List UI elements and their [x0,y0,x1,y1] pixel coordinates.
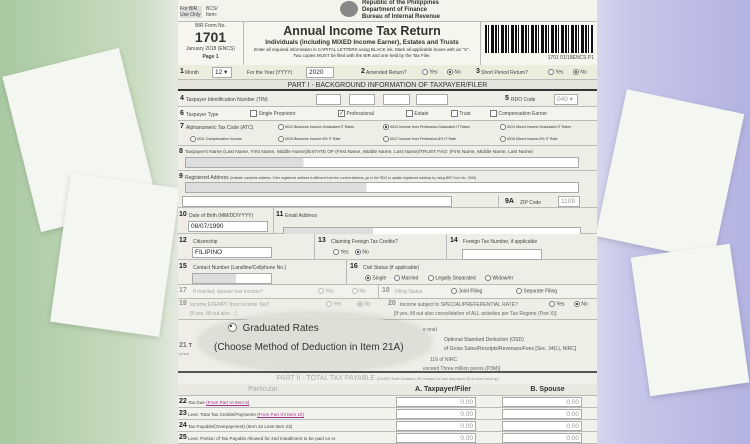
special-yes-radio[interactable] [549,301,555,307]
atc-ii012-radio[interactable] [278,124,284,130]
spouse-amount-input[interactable]: 0.00 [502,421,582,431]
contact-label: Contact Number (Landline/Cellphone No.) [193,265,287,271]
row-number: 22 [179,398,187,405]
tooltip-line2: (Choose Method of Deduction in Item 21A) [214,342,404,353]
osd-option: Optional Standard Deduction (OSD) [444,337,524,343]
page-number: Page 1 [202,54,219,60]
bir-seal-icon [340,1,358,17]
part-link[interactable]: (From Part VII Item 10) [257,412,304,417]
taxpayer-amount-input[interactable]: 0.00 [396,421,476,431]
taxpayer-type-label: Taxpayer Type [186,112,219,118]
address-note: (Indicate complete address. If the registered address is different from the current address, go to the RDO to update registered address by using BIR Form No. 1905) [230,176,477,180]
spouse-income-no-radio[interactable] [352,288,358,294]
form-instructions: Enter all required information in CAPITAL LETTERS using BLACK ink. Mark all applicable boxes with an "X". Two copies MUST be filed with the BIR and one held by the Tax Filer. [254,47,470,58]
bir-form-1701: For BIR Use Only BCS/ Item: Republic of the Philippines Department of Finance Bureau of Internal Revenue BIR Form No. 1701 January 2018 (ENCS) Page 1 Annual Income Tax Return Individuals (including MIXED Income Earner), Estates and Trusts Enter all required information in CAPITAL LETTERS using BLACK ink. Mark all applicable boxes with an "X". Two copies MUST be filed with the BIR and one held by the Tax Filer. 1701 01/18ENCS P1 1 Month 12 ▾ For the Year (YYYY) 2020 2 Amended Return? Yes No 3 Short Period Return? Yes No PART I - BACKGROUND INFORMATION OF TAXPAYER/FILER 4 Taxpayer Identification Number (TIN) 5 RDO Code 040 ▾ 6 Taxpayer Type Single Proprietor ✓ Professional Estate Trust Compensation Earner 7 Alphanumeric Tax Code (ATC) II012 Business Income-Graduated IT Rates II014 Income from Profession-Graduated IT Rates II013 Mixed Income-Graduated IT Rates II011 Compensation Income II015 Business Income-8% IT Rate II017 Income from Profession-8% IT Rate II016 Mixed Income-8% IT Rate 8 Taxpayer's Name (Last Name, First Name, Middle Name)/ESTATE OF (First Name, Middle Name, Last Name)/TRUST FAO: (First Name, Middle Name, Last Name) 9 Registered Address (Indicate complete address. If the registered address is different from the current address, go to the RDO to update registered address by using BIR Form No. 1905) 9A ZIP Code 1109 10 Date of Birth (MM/DD/YYYY) 08/07/1990 11 Email Address 12 Citizenship FILIPINO 13 Claiming Foreign Tax Credits? Yes No 14 Foreign Tax Number, if applicable 15 Contact Number (Landline/Cellphone No.) 16 Civil Status (if applicable) Single Married Legally Separated Widow/er 17 If married, spouse has income? Yes No 18 Filing Status Joint Filing Separate Filing 19 Income EXEMPT from Income Tax? [If yes, fill out also ...] Yes No 20 Income subject to SPECIAL/PREFERENTIAL RATE? [If yes, fill out also consolidation of ALL activities per Tax Regime (Part X)] Yes No 21 T (choo e one) Optional Standard Deduction (OSD) of Gross Sales/Receipts/Revenues/Fees [Sec. 34(L), NIRC] 116 of NIRC exceed Three million pesos (P3M)] PART II - TOTAL TAX PAYABLE (Do NOT Enter Centavos; 49 Centavos or Less drop down; 50 or more round up) Particular A. Taxpayer/Filer B. Spouse 22 Tax Due (From Part VI Item 5) 0.00 0.00 23 Less: Total Tax Credits/Payments (From Part VII Item 10) 0.00 0.00 24 Tax Payable/(Overpayment) (Item 22 Less Item 23) 0.00 0.00 25 Less: Portion of Tax Payable Allowed for 2nd Installment to be paid on or 0.00 0.00 Graduated Rates (Choose Method of Deduction in Item 21A) [178,0,597,444]
form-date: January 2018 (ENCS) [186,46,235,52]
barcode-code: 1701 01/18ENCS P1 [547,55,594,61]
gross-sales-option: of Gross Sales/Receipts/Revenues/Fees [Sec. 34(L), NIRC] [444,346,577,352]
tax-row [178,420,597,432]
taxpayer-amount-input[interactable]: 0.00 [396,433,476,443]
item21-one: e one) [423,327,438,333]
address-input-2[interactable] [182,196,452,207]
row-label: Less: Portion of Tax Payable Allowed for 2nd Installment to be paid on or [188,436,336,441]
taxpayer-name-label: Taxpayer's Name (Last Name, First Name, Middle Name)/ESTATE OF (First Name, Middle Name, Last Name)/TRUST FAO: (First Name, Middle Name, Last Name) [185,150,533,155]
row-number: 24 [179,422,187,429]
month-label: Month [185,70,199,76]
amended-label: Amended Return? [366,70,407,76]
professional-checkbox[interactable]: ✓ [339,111,345,117]
civil-separated-radio[interactable] [428,275,434,281]
col-particular: Particular [248,386,278,393]
item21-label: T [188,343,192,349]
agency-line: Bureau of Internal Revenue [362,14,441,20]
tin-input-2[interactable] [349,94,375,105]
amended-no-radio[interactable] [447,69,453,75]
graduated-rates-radio[interactable] [228,323,237,332]
special-rate-label: Income subject to SPECIAL/PREFERENTIAL RATE? [400,302,518,308]
part1-header: PART I - BACKGROUND INFORMATION OF TAXPAYER/FILER [178,80,597,91]
background-paper [631,244,750,397]
col-spouse: B. Spouse [530,386,565,393]
part2-header: PART II - TOTAL TAX PAYABLE (Do NOT Enter Centavos; 49 Centavos or Less drop down; 50 or more round up) [178,373,597,384]
foreign-credit-label: Claiming Foreign Tax Credits? [331,239,398,245]
form-number: 1701 [194,29,227,45]
tax-row [178,396,597,408]
civil-single-radio[interactable] [365,275,371,281]
row-label: Tax Payable/(Overpayment) (Item 22 Less Item 23) [188,424,293,429]
col-taxpayer: A. Taxpayer/Filer [415,386,471,393]
spouse-amount-input[interactable]: 0.00 [502,409,582,419]
form-title: Annual Income Tax Return [283,24,441,38]
atc-label: Alphanumeric Tax Code (ATC) [186,125,254,131]
civil-widower-radio[interactable] [485,275,491,281]
citizenship-input[interactable]: FILIPINO [192,247,272,258]
form-no-label: BIR Form No. [195,23,226,29]
tax-row [178,432,597,444]
tin-input-1[interactable] [316,94,341,105]
address-label: Registered Address [185,175,229,181]
trust-checkbox[interactable] [451,110,458,117]
graduated-rates-tooltip [200,314,430,370]
year-input[interactable]: 2020 [306,67,334,78]
p3m-text: exceed Three million pesos (P3M)] [423,366,501,372]
agency-line: Republic of the Philippines [362,0,440,6]
short-no-radio[interactable] [573,69,579,75]
rdo-select[interactable]: 040 ▾ [554,94,578,105]
barcode [485,25,593,53]
taxpayer-amount-input[interactable]: 0.00 [396,409,476,419]
tin-input-4[interactable] [416,94,448,105]
separate-filing-radio[interactable] [516,288,522,294]
special-no-radio[interactable] [574,301,580,307]
foreign-tax-label: Foreign Tax Number, if applicable [463,239,538,245]
foreign-tax-input[interactable] [462,249,542,260]
amended-yes-radio[interactable] [422,69,428,75]
year-label: For the Year (YYYY) [247,70,293,76]
citizenship-label: Citizenship [193,239,218,245]
foreign-credit-yes-radio[interactable] [333,249,339,255]
atc-ii013-radio[interactable] [500,124,506,130]
civil-status-label: Civil Status (if applicable) [363,265,420,271]
zip-label: ZIP Code [520,200,542,206]
agency-line: Department of Finance [362,7,428,13]
atc-ii011-radio[interactable] [190,136,196,142]
spouse-amount-input[interactable]: 0.00 [502,433,582,443]
tin-label: Taxpayer Identification Number (TIN) [186,97,268,103]
taxpayer-name-input[interactable] [185,157,579,168]
atc-ii015-radio[interactable] [278,136,284,142]
row-label: Tax Due (From Part VI Item 5) [188,400,250,405]
short-period-label: Short Period Return? [481,70,528,76]
contact-input[interactable] [192,273,272,284]
joint-filing-radio[interactable] [451,288,457,294]
atc-ii014-radio[interactable] [383,124,389,130]
row-label: Less: Total Tax Credits/Payments (From Part VII Item 10) [188,412,304,417]
foreign-credit-no-radio[interactable] [355,249,361,255]
spouse-income-yes-radio[interactable] [318,288,324,294]
short-yes-radio[interactable] [548,69,554,75]
item21-choose: (choo [179,351,190,356]
nirc-text: 116 of NIRC [430,357,458,363]
atc-ii016-radio[interactable] [500,136,506,142]
special-rate-note: [If yes, fill out also consolidation of ALL activities per Tax Regime (Part X)] [394,311,557,317]
exempt-no-radio[interactable] [357,301,363,307]
rdo-label: RDO Code [511,97,536,103]
dob-input[interactable]: 08/07/1990 [188,221,268,232]
filing-status-label: Filing Status [395,289,423,295]
tax-row [178,408,597,420]
atc-ii017-radio[interactable] [383,136,389,142]
bcs-item: BCS/ Item: [206,6,218,18]
for-bir-use: For BIR Use Only [180,6,201,18]
dob-label: Date of Birth (MM/DD/YYYY) [189,213,254,219]
compensation-earner-checkbox[interactable] [490,110,497,117]
exempt-yes-radio[interactable] [326,301,332,307]
zip-input[interactable]: 1109 [558,196,580,207]
address-input[interactable] [185,182,579,193]
row-number: 25 [179,434,187,441]
month-select[interactable]: 12 ▾ [212,67,232,78]
exempt-note: [If yes, fill out also ...] [190,311,237,317]
row-number: 23 [179,410,187,417]
part-link[interactable]: (From Part VI Item 5) [206,400,250,405]
tooltip-line1: Graduated Rates [242,323,319,334]
spouse-amount-input[interactable]: 0.00 [502,397,582,407]
taxpayer-amount-input[interactable]: 0.00 [396,397,476,407]
exempt-label: Income EXEMPT from Income Tax? [190,302,270,308]
civil-married-radio[interactable] [394,275,400,281]
tin-input-3[interactable] [383,94,410,105]
email-label: Email Address [285,213,317,219]
estate-checkbox[interactable] [406,110,413,117]
background-paper [596,89,745,261]
form-subtitle: Individuals (including MIXED Income Earner), Estates and Trusts [265,39,459,46]
spouse-income-label: If married, spouse has income? [193,289,263,295]
background-paper [50,173,180,337]
single-proprietor-checkbox[interactable] [250,110,257,117]
